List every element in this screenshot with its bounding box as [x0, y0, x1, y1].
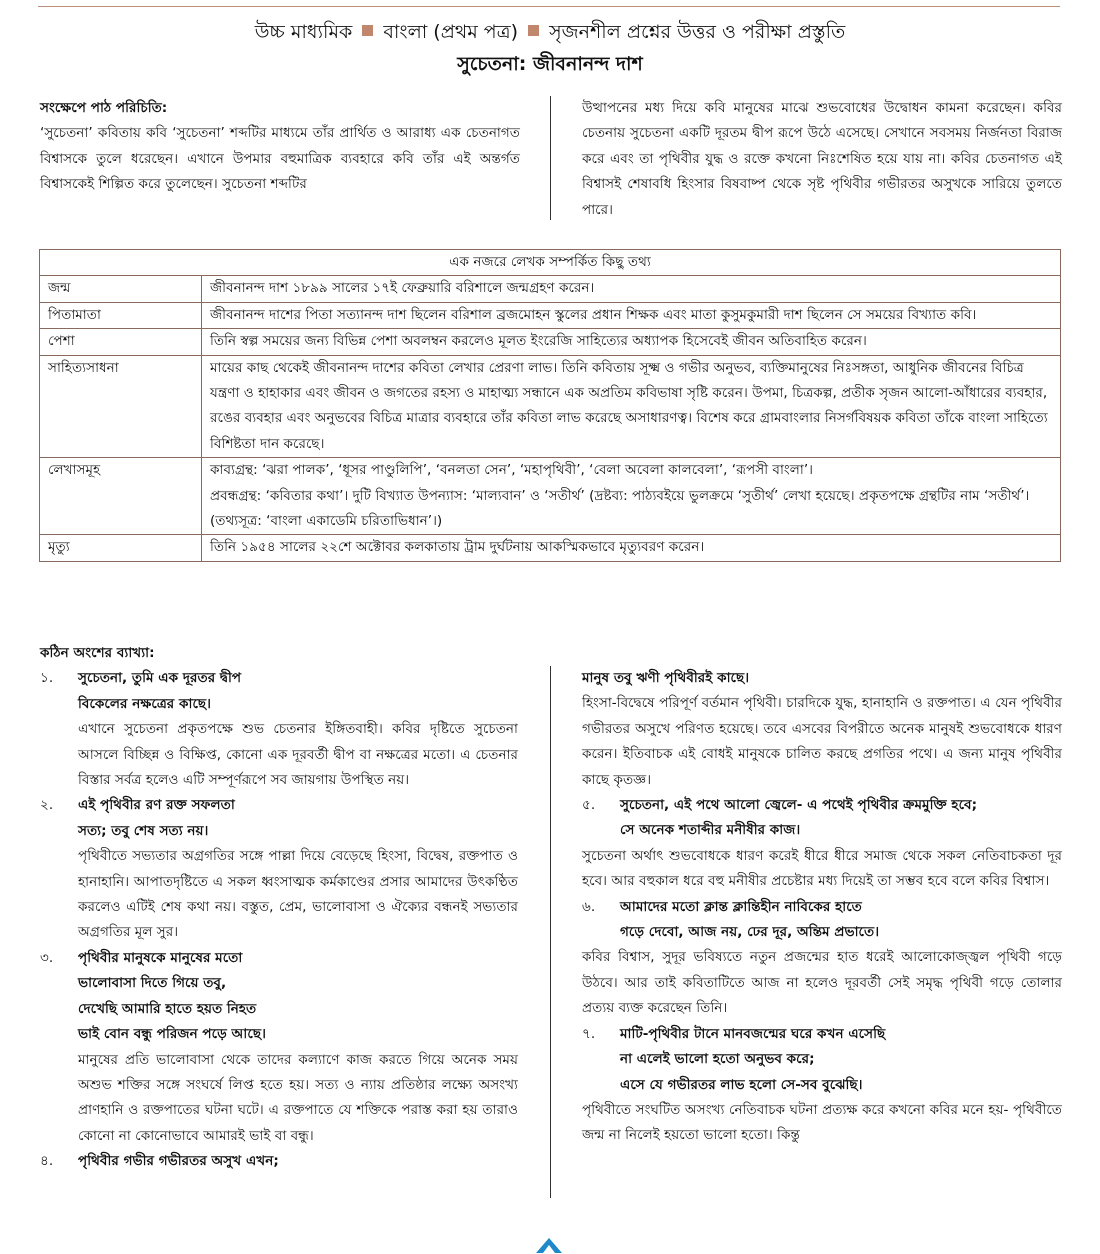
explanation-text: এখানে সুচেতনা প্রকৃতপক্ষে শুভ চেতনার ইঙ্গিতবাহী। কবির দৃষ্টিতে সুচেতনা আসলে বিচ্ছিন্ন ও বিক্ষিপ্ত, কোনো এক দূরবর্তী দ্বীপ বা নক্ষত্রের মতো। এ চেতনার বিস্তার সর্বত্র হলেও এটি সম্পূর্ণরূপে সব জায়গায় উপস্থিত নয়।	[78, 721, 518, 789]
intro-right-text: উত্থাপনের মধ্য দিয়ে কবি মানুষের মাঝে শুভবোধের উদ্বোধন কামনা করেছেন। কবির চেতনায় সুচেতনা একটি দূরতম দ্বীপ রূপে উঠে এসেছে। সেখানে সবসময় নির্জনতা বিরাজ করে এবং তা পৃথিবীর যুদ্ধ ও রক্তে কখনো নিঃশেষিত হয়ে যায় না। কবির চেতনাগত এই বিশ্বাসই শেষাবধি হিংসার বিষবাষ্প থেকে সৃষ্ট পৃথিবীর গভীরতর অসুখকে সারিয়ে তুলতে পারে।	[582, 100, 1062, 218]
column-divider	[550, 96, 551, 220]
publisher-logo-icon	[534, 1235, 564, 1254]
row-value: জীবনানন্দ দাশের পিতা সত্যানন্দ দাশ ছিলেন বরিশাল ব্রজমোহন স্কুলের প্রধান শিক্ষক এবং মাতা কুসুমকুমারী দাশ ছিলেন সে সময়ের বিখ্যাত কবি।	[202, 302, 1061, 328]
verse-line: সে অনেক শতাব্দীর মনীষীর কাজ।	[620, 822, 801, 839]
row-label: জন্ম	[40, 276, 202, 302]
row-value: মায়ের কাছ থেকেই জীবনানন্দ দাশের কবিতা লেখার প্রেরণা লাভ। তিনি কবিতায় সূক্ষ্ম ও গভীর অনুভব, ব্যক্তিমানুষের নিঃসঙ্গতা, আধুনিক জীবনের বিচিত্র যন্ত্রণা ও হাহাকার এবং জীবন ও জগতের রহস্য ও মাহাত্ম্য সন্ধানে এক অপ্রতিম কবিভাষা সৃষ্টি করেন। উপমা, চিত্রকল্প, প্রতীক সৃজন আলো-আঁধারের ব্যবহার, রঙের ব্যবহার এবং অনুভবের বিচিত্র মাত্রার ব্যবহারে তাঁর কবিতা লাভ করেছে অসাধারণত্ব। বিশেষ করে গ্রামবাংলার নিসর্গবিষয়ক কবিতা তাঁকে বাংলা সাহিত্যে বিশিষ্টতা দান করেছে।	[202, 355, 1061, 458]
verse-line: আমাদের মতো ক্লান্ত ক্লান্তিহীন নাবিকের হাতে	[620, 898, 862, 915]
verse-line: দেখেছি আমারি হাতে হয়ত নিহত	[78, 1000, 257, 1017]
verse-line: সুচেতনা, এই পথে আলো জ্বেলে- এ পথেই পৃথিবীর ক্রমমুক্তি হবে;	[620, 797, 978, 814]
works-poetry: কাব্যগ্রন্থ: ‘ঝরা পালক’, ‘ধূসর পাণ্ডুলিপি’, ‘বনলতা সেন’, ‘মহাপৃথিবী’, ‘বেলা অবেলা কালবেলা’, ‘রূপসী বাংলা’।	[210, 462, 814, 479]
works-prose: প্রবন্ধগ্রন্থ: ‘কবিতার কথা’। দুটি বিখ্যাত উপন্যাস: ‘মাল্যবান’ ও ‘সতীর্থ’ (দ্রষ্টব্য: পাঠ্যবইয়ে ভুলক্রমে ‘সুতীর্থ’ লেখা হয়েছে। প্রকৃতপক্ষে গ্রন্থটির নাম ‘সতীর্থ’। (তথ্যসূত্র: ‘বাংলা একাডেমি চরিতাভিধান’।)	[210, 487, 1030, 530]
page-header	[0, 18, 1100, 46]
row-value: তিনি স্বল্প সময়ের জন্য বিভিন্ন পেশা অবলম্বন করলেও মূলত ইংরেজি সাহিত্যের অধ্যাপক হিসেবেই জীবন অতিবাহিত করেন।	[202, 329, 1061, 355]
header-level: উচ্চ মাধ্যমিক	[254, 21, 353, 43]
table-row	[40, 329, 1061, 355]
row-label: পিতামাতা	[40, 302, 202, 328]
explanations-right-column	[582, 666, 1062, 1149]
table-row	[40, 302, 1061, 328]
poem-title: সুচেতনা: জীবনানন্দ দাশ	[457, 53, 643, 75]
row-label: লেখাসমূহ	[40, 458, 202, 535]
verse-line: মানুষ তবু ঋণী পৃথিবীরই কাছে।	[582, 670, 750, 686]
header-section: সৃজনশীল প্রশ্নের উত্তর ও পরীক্ষা প্রস্তুতি	[549, 21, 846, 43]
explanation-text: পৃথিবীতে সংঘটিত অসংখ্য নেতিবাচক ঘটনা প্রত্যক্ষ করে কখনো কবির মনে হয়- পৃথিবীতে জন্ম না নিলেই হয়তো ভালো হতো। কিন্তু	[582, 1101, 1062, 1144]
table-row	[40, 355, 1061, 458]
explanation-item	[582, 793, 1062, 844]
verse-line: সত্য; তবু শেষ সত্য নয়।	[78, 822, 209, 839]
square-bullet-icon	[528, 25, 539, 36]
explanation-item	[40, 793, 518, 945]
item-number: ৪.	[40, 1153, 54, 1170]
item-number: ২.	[40, 797, 54, 814]
explanation-item	[582, 1022, 1062, 1098]
row-value: জীবনানন্দ দাশ ১৮৯৯ সালের ১৭ই ফেব্রুয়ারি বরিশালে জন্মগ্রহণ করেন।	[202, 276, 1061, 302]
top-rule	[38, 6, 1060, 7]
explanation-item	[40, 1149, 518, 1174]
item-number: ৬.	[582, 898, 596, 915]
info-table-title: এক নজরে লেখক সম্পর্কিত কিছু তথ্য	[40, 250, 1061, 276]
verse-line: না এলেই ভালো হতো অনুভব করে;	[620, 1051, 815, 1068]
intro-left-text: ‘সুচেতনা’ কবিতায় কবি ‘সুচেতনা’ শব্দটির মাধ্যমে তাঁর প্রার্থিত ও আরাধ্য এক চেতনাগত বিশ্বাসকে তুলে ধরেছেন। এখানে উপমার বহুমাত্রিক ব্যবহারে কবি তাঁর এই অন্তর্গত বিশ্বাসকেই শিল্পিত করে তুলেছেন। সুচেতনা শব্দটির	[40, 125, 520, 193]
explanation-item	[40, 946, 518, 1149]
verse-line: ভাই বোন বন্ধু পরিজন পড়ে আছে।	[78, 1026, 266, 1043]
verse-line: বিকেলের নক্ষত্রের কাছে।	[78, 695, 212, 712]
explanation-text: সুচেতনা অর্থাৎ শুভবোধকে ধারণ করেই ধীরে ধীরে সমাজ থেকে সকল নেতিবাচকতা দূর হবে। আর বহুকাল ধরে বহু মনীষীর প্রচেষ্টার মধ্য দিয়েই তা সম্ভব হবে বলে কবির বিশ্বাস।	[582, 847, 1062, 890]
square-bullet-icon	[362, 25, 373, 36]
explanation-text: হিংসা-বিদ্বেষে পরিপূর্ণ বর্তমান পৃথিবী। চারদিকে যুদ্ধ, হানাহানি ও রক্তপাত। এ যেন পৃথিবীর গভীরতর অসুখে পরিণত হয়েছে। তবে এসবের বিপরীতে অনেক মানুষই শুভবোধকে ধারণ করেন। ইতিবাচক এই বোধই মানুষকে চালিত করছে প্রগতির পথে। এ জন্য মানুষ পৃথিবীর কাছে কৃতজ্ঞ।	[582, 695, 1062, 788]
item-number: ৩.	[40, 949, 54, 966]
verse-line: এই পৃথিবীর রণ রক্ত সফলতা	[78, 797, 235, 814]
row-label: সাহিত্যসাধনা	[40, 355, 202, 458]
explanation-text: কবির বিশ্বাস, সুদূর ভবিষ্যতে নতুন প্রজন্মের হাত ধরেই আলোকোজ্জ্বল পৃথিবী গড়ে উঠবে। আর তাই কবিতাটিতে আজ না হলেও দূরবর্তী সেই সমৃদ্ধ পৃথিবী গড়ে তোলার প্রত্যয় ব্যক্ত করেছেন তিনি।	[582, 949, 1062, 1017]
verse-line: সুচেতনা, তুমি এক দূরতর দ্বীপ	[78, 670, 242, 687]
table-row	[40, 458, 1061, 535]
row-value: তিনি ১৯৫৪ সালের ২২শে অক্টোবর কলকাতায় ট্রাম দুর্ঘটনায় আকস্মিকভাবে মৃত্যুবরণ করেন।	[202, 535, 1061, 561]
verse-line: গড়ে দেবো, আজ নয়, ঢের দূর, অন্তিম প্রভাতে।	[620, 924, 880, 941]
table-row	[40, 276, 1061, 302]
verse-line: মাটি-পৃথিবীর টানে মানবজন্মের ঘরে কখন এসেছি	[620, 1025, 886, 1042]
explanation-text: মানুষের প্রতি ভালোবাসা থেকে তাদের কল্যাণে কাজ করতে গিয়ে অনেক সময় অশুভ শক্তির সঙ্গে সংঘর্ষে লিপ্ত হতে হয়। সত্য ও ন্যায় প্রতিষ্ঠার লক্ষ্যে অসংখ্য প্রাণহানি ও রক্তপাতের ঘটনা ঘটে। এ রক্তপাতে যে শক্তিকে পরাস্ত করা হয় তারাও কোনো না কোনোভাবে আমারই ভাই বা বন্ধু।	[78, 1051, 518, 1144]
verse-line: এসে যে গভীরতর লাভ হলো সে-সব বুঝেছি।	[620, 1076, 863, 1093]
verse-line: পৃথিবীর গভীর গভীরতর অসুখ এখন;	[78, 1153, 279, 1170]
intro-heading: সংক্ষেপে পাঠ পরিচিতি:	[40, 100, 168, 116]
verse-line: ভালোবাসা দিতে গিয়ে তবু,	[78, 975, 227, 992]
item-number: ১.	[40, 670, 54, 687]
verse-line: পৃথিবীর মানুষকে মানুষের মতো	[78, 949, 243, 966]
item-number: ৫.	[582, 797, 596, 814]
explanations-left-column	[40, 641, 518, 1175]
row-value	[202, 458, 1061, 535]
row-label: মৃত্যু	[40, 535, 202, 561]
header-subject: বাংলা (প্রথম পত্র)	[383, 21, 519, 43]
table-row	[40, 535, 1061, 561]
column-divider	[550, 666, 551, 1198]
author-info-table	[39, 249, 1061, 562]
item-number: ৭.	[582, 1025, 596, 1042]
explanation-text: পৃথিবীতে সভ্যতার অগ্রগতির সঙ্গে পাল্লা দিয়ে বেড়েছে হিংসা, বিদ্বেষ, রক্তপাত ও হানাহানি। আপাতদৃষ্টিতে এ সকল ধ্বংসাত্মক কর্মকাণ্ডের প্রসার আমাদের উৎকণ্ঠিত করলেও এটিই শেষ কথা নয়। বস্তুত, প্রেম, ভালোবাসা ও ঐক্যের বন্ধনই সভ্যতার অগ্রগতির মূল সুর।	[78, 848, 518, 941]
explanation-item	[40, 666, 518, 793]
explanation-item	[582, 895, 1062, 946]
explanations-heading: কঠিন অংশের ব্যাখ্যা:	[40, 645, 155, 661]
row-label: পেশা	[40, 329, 202, 355]
intro-left-column	[40, 96, 520, 198]
